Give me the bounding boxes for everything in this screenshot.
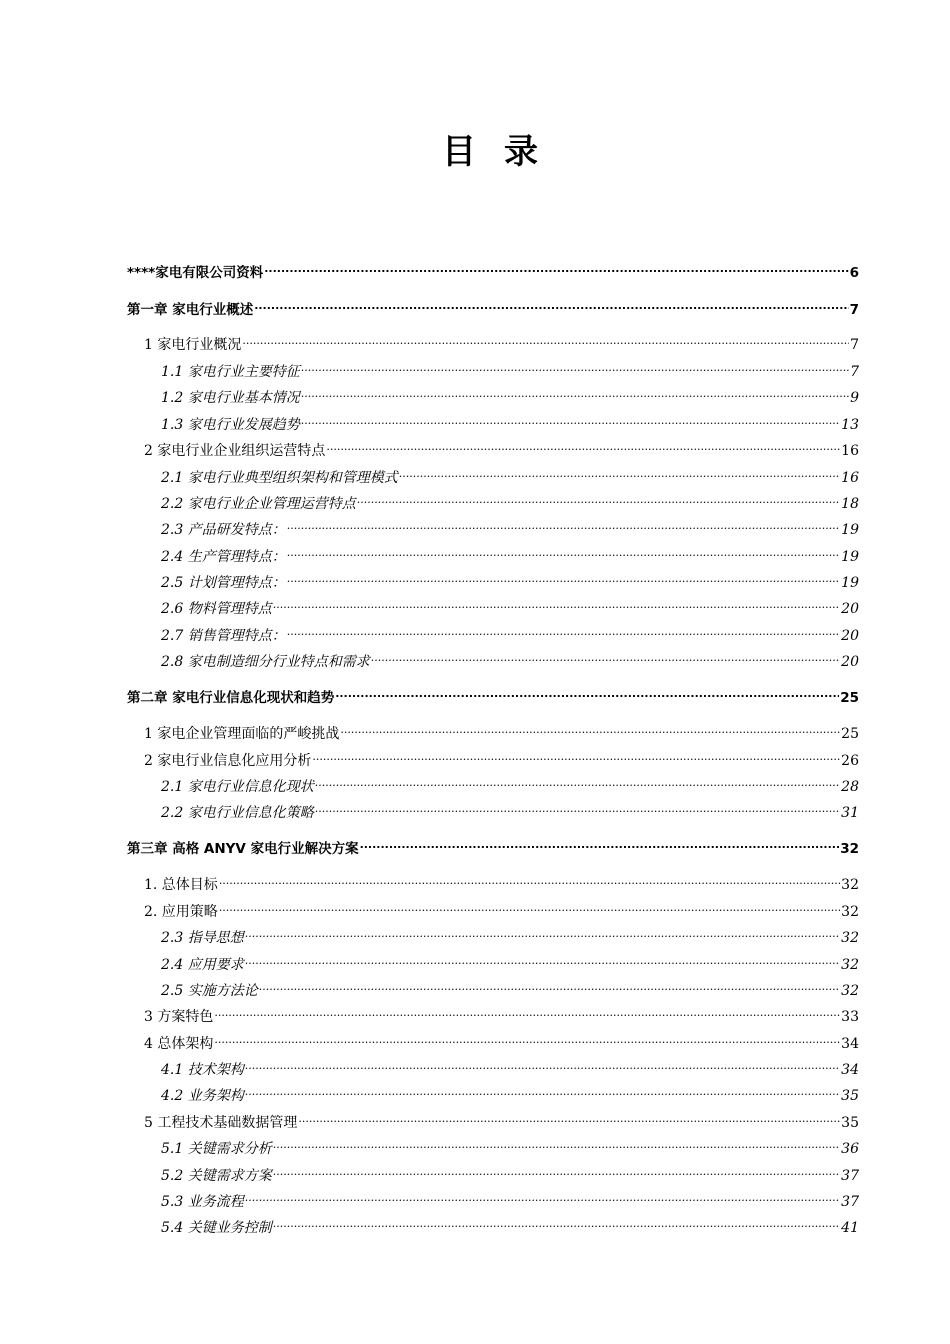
toc-dot-leader [254, 294, 848, 314]
toc-entry-label: 5.4 关键业务控制 [161, 1220, 272, 1236]
toc-entry[interactable] [144, 329, 859, 353]
toc-entry[interactable] [161, 1080, 859, 1104]
toc-entry[interactable] [161, 1212, 859, 1236]
toc-dot-leader [360, 833, 840, 853]
toc-entry-label: 2.4 生产管理特点： [161, 549, 286, 565]
toc-dot-leader [242, 329, 849, 349]
toc-entry[interactable] [127, 294, 859, 318]
toc-dot-leader [335, 682, 839, 702]
toc-entry-label: 2.2 家电行业企业管理运营特点 [161, 496, 356, 512]
toc-entry[interactable] [161, 1054, 859, 1078]
toc-entry-label: 第二章 家电行业信息化现状和趋势 [127, 690, 335, 706]
toc-entry[interactable] [144, 718, 859, 742]
toc-page-number: 33 [841, 1009, 859, 1025]
toc-page-number: 20 [841, 628, 859, 644]
toc-entry-label: 2.5 计划管理特点： [161, 575, 286, 591]
toc-entry[interactable] [161, 771, 859, 795]
toc-page-number: 32 [841, 877, 859, 893]
toc-entry[interactable] [161, 409, 859, 433]
toc-dot-leader [340, 718, 840, 738]
toc-page-number: 19 [841, 575, 859, 591]
toc-page-number: 35 [841, 1088, 859, 1104]
toc-page-number: 34 [841, 1036, 859, 1052]
toc-dot-leader [264, 257, 848, 277]
toc-dot-leader [301, 382, 849, 402]
toc-page-number: 31 [841, 805, 859, 821]
toc-entry-label: 1.2 家电行业基本情况 [161, 390, 300, 406]
toc-dot-leader [245, 949, 840, 969]
toc-dot-leader [287, 567, 840, 587]
toc-dot-leader [245, 1080, 840, 1100]
toc-page-number: 37 [841, 1168, 859, 1184]
toc-entry[interactable] [161, 949, 859, 973]
toc-entry[interactable] [161, 514, 859, 538]
toc-entry-label: ****家电有限公司资料 [127, 265, 264, 281]
toc-entry[interactable] [144, 1107, 859, 1131]
toc-page-number: 35 [841, 1115, 859, 1131]
toc-page-number: 32 [840, 841, 859, 857]
toc-entry[interactable] [127, 257, 859, 281]
toc-entry[interactable] [161, 646, 859, 670]
toc-page-number: 19 [841, 549, 859, 565]
toc-page-number: 28 [841, 779, 859, 795]
toc-dot-leader [219, 896, 840, 916]
toc-entry[interactable] [161, 356, 859, 380]
toc-entry-label: 3 方案特色 [144, 1009, 214, 1025]
toc-entry-label: 2. 应用策略 [144, 904, 218, 920]
toc-entry-label: 1 家电行业概况 [144, 337, 242, 353]
toc-entry-label: 1.3 家电行业发展趋势 [161, 417, 300, 433]
toc-dot-leader [273, 593, 840, 613]
toc-entry-label: 2.8 家电制造细分行业特点和需求 [161, 654, 370, 670]
toc-entry[interactable] [161, 1133, 859, 1157]
toc-entry-label: 2.1 家电行业典型组织架构和管理模式 [161, 470, 398, 486]
toc-page-number: 32 [841, 957, 859, 973]
toc-dot-leader [259, 975, 840, 995]
toc-entry-label: 2.6 物料管理特点 [161, 601, 272, 617]
toc-title-char-1: 目 [442, 132, 504, 172]
toc-dot-leader [287, 541, 840, 561]
toc-dot-leader [214, 1001, 840, 1021]
toc-dot-leader [219, 869, 840, 889]
toc-page-number: 32 [841, 930, 859, 946]
toc-entry-label: 1.1 家电行业主要特征 [161, 364, 300, 380]
toc-page-number: 13 [841, 417, 859, 433]
toc-page-number: 16 [841, 470, 859, 486]
toc-dot-leader [326, 435, 840, 455]
toc-entry-label: 5.2 关键需求方案 [161, 1168, 272, 1184]
toc-dot-leader [245, 1054, 840, 1074]
toc-entry-label: 2 家电行业企业组织运营特点 [144, 443, 326, 459]
toc-entry-label: 1 家电企业管理面临的严峻挑战 [144, 726, 340, 742]
toc-entry[interactable] [161, 1160, 859, 1184]
toc-entry[interactable] [144, 1001, 859, 1025]
toc-dot-leader [357, 488, 840, 508]
toc-title [0, 124, 950, 173]
toc-entry[interactable] [161, 541, 859, 565]
toc-entry-label: 4.2 业务架构 [161, 1088, 244, 1104]
toc-dot-leader [287, 514, 840, 534]
toc-dot-leader [273, 1133, 840, 1153]
toc-page-number: 9 [850, 390, 859, 406]
toc-entry[interactable] [161, 975, 859, 999]
toc-dot-leader [301, 409, 840, 429]
toc-dot-leader [399, 462, 840, 482]
toc-entry[interactable] [161, 797, 859, 821]
toc-entry[interactable] [161, 488, 859, 512]
toc-page-number: 7 [850, 337, 859, 353]
toc-page-number: 41 [841, 1220, 859, 1236]
toc-entry[interactable] [144, 896, 859, 920]
toc-dot-leader [301, 356, 849, 376]
toc-page-number: 26 [841, 753, 859, 769]
toc-entry[interactable] [161, 620, 859, 644]
toc-page-number: 18 [841, 496, 859, 512]
toc-page-number: 37 [841, 1194, 859, 1210]
toc-entry-label: 1. 总体目标 [144, 877, 218, 893]
toc-page-number: 34 [841, 1062, 859, 1078]
toc-page-number: 32 [841, 983, 859, 999]
toc-page-number: 16 [841, 443, 859, 459]
toc-dot-leader [273, 1160, 840, 1180]
toc-dot-leader [214, 1028, 840, 1048]
toc-title-char-2: 录 [504, 132, 538, 172]
toc-entry[interactable] [161, 922, 859, 946]
toc-dot-leader [315, 771, 840, 791]
toc-entry[interactable] [144, 1028, 859, 1052]
toc-entry-label: 4.1 技术架构 [161, 1062, 244, 1078]
toc-entry-label: 2 家电行业信息化应用分析 [144, 753, 312, 769]
toc-entry-label: 2.7 销售管理特点： [161, 628, 286, 644]
toc-page-number: 36 [841, 1141, 859, 1157]
toc-dot-leader [312, 745, 840, 765]
toc-entry[interactable] [161, 462, 859, 486]
toc-entry[interactable] [161, 567, 859, 591]
toc-entry-label: 5.3 业务流程 [161, 1194, 244, 1210]
toc-page-number: 19 [841, 522, 859, 538]
toc-entry-label: 第三章 高格 ANYV 家电行业解决方案 [127, 841, 359, 857]
toc-entry-label: 2.1 家电行业信息化现状 [161, 779, 314, 795]
toc-page-number: 20 [841, 654, 859, 670]
toc-entry[interactable] [144, 869, 859, 893]
toc-entry-label: 5 工程技术基础数据管理 [144, 1115, 298, 1131]
toc-page-number: 7 [849, 302, 859, 318]
toc-page-number: 20 [841, 601, 859, 617]
toc-entry-label: 第一章 家电行业概述 [127, 302, 254, 318]
toc-page-number: 25 [840, 690, 859, 706]
toc-entry-label: 5.1 关键需求分析 [161, 1141, 272, 1157]
toc-entry-label: 2.3 指导思想 [161, 930, 244, 946]
toc-page-number: 32 [841, 904, 859, 920]
toc-entry-label: 2.3 产品研发特点： [161, 522, 286, 538]
toc-dot-leader [245, 922, 840, 942]
toc-entry-label: 2.5 实施方法论 [161, 983, 258, 999]
toc-dot-leader [287, 620, 840, 640]
toc-entry[interactable] [144, 745, 859, 769]
toc-dot-leader [315, 797, 840, 817]
toc-dot-leader [273, 1212, 840, 1232]
toc-entry[interactable] [144, 435, 859, 459]
toc-page-number: 7 [850, 364, 859, 380]
toc-entry-label: 2.2 家电行业信息化策略 [161, 805, 314, 821]
toc-entry[interactable] [127, 682, 859, 706]
toc-entry[interactable] [161, 1186, 859, 1210]
toc-entry-label: 2.4 应用要求 [161, 957, 244, 973]
toc-page-number: 25 [841, 726, 859, 742]
toc-entry[interactable] [161, 382, 859, 406]
toc-entry-label: 4 总体架构 [144, 1036, 214, 1052]
toc-page-number: 6 [849, 265, 859, 281]
toc-entry[interactable] [127, 833, 859, 857]
toc-entry[interactable] [161, 593, 859, 617]
toc-dot-leader [371, 646, 840, 666]
toc-dot-leader [298, 1107, 840, 1127]
toc-dot-leader [245, 1186, 840, 1206]
